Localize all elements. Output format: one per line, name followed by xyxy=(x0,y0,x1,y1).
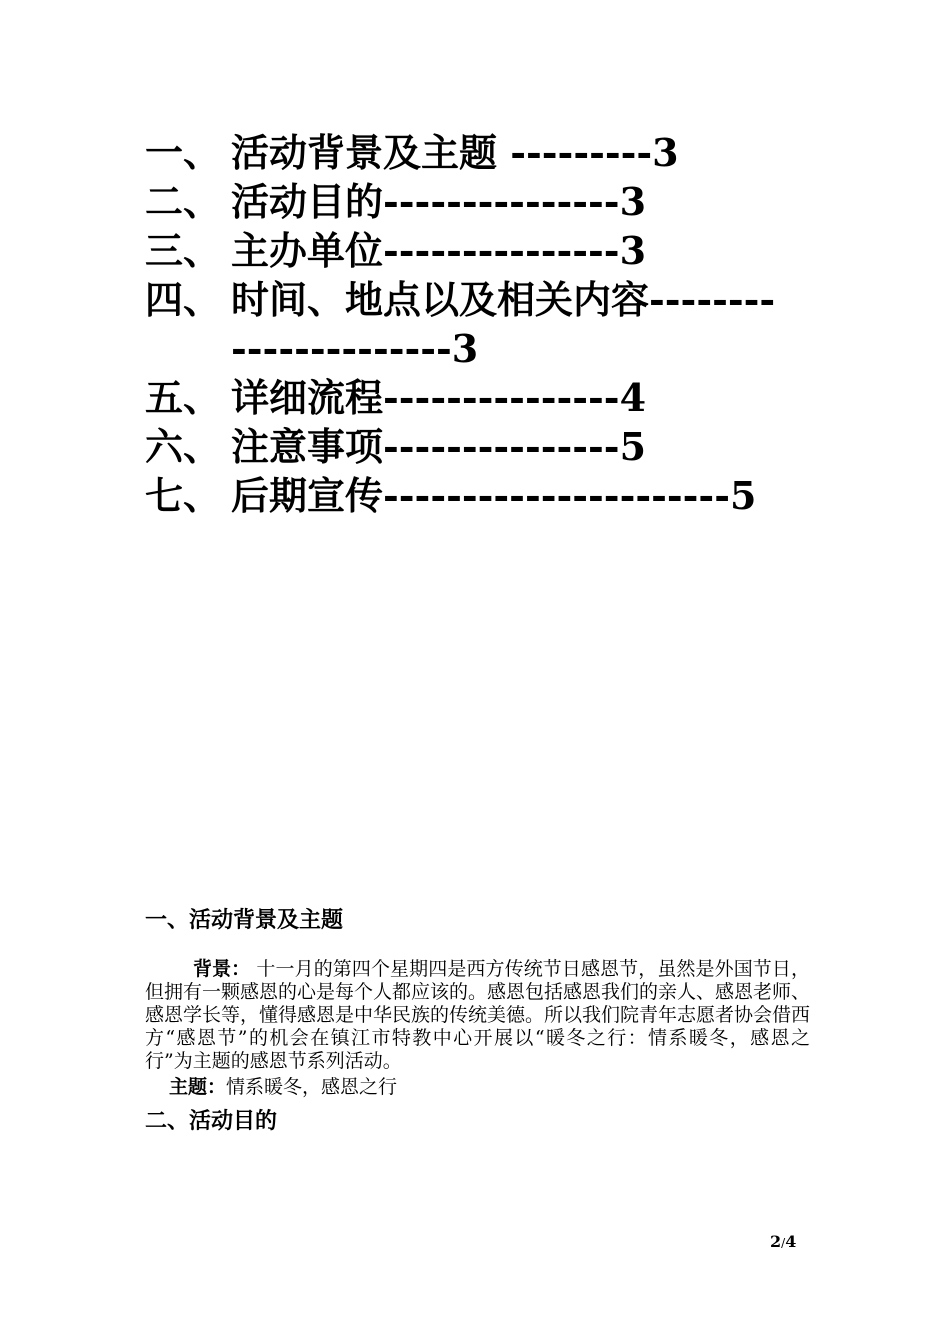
section-background-theme xyxy=(145,906,810,1137)
toc-text: 时间、地点以及相关内容----------------------3 xyxy=(231,277,776,371)
toc-entry[interactable] xyxy=(145,177,785,226)
theme-text: 情系暖冬，感恩之行 xyxy=(226,1076,398,1098)
toc-number: 七、 xyxy=(145,473,222,518)
toc-number: 二、 xyxy=(145,179,222,224)
toc-number: 四、 xyxy=(145,277,222,322)
page-separator: / xyxy=(781,1236,786,1250)
toc-entry[interactable] xyxy=(145,373,785,422)
theme-line xyxy=(145,1075,810,1099)
toc-number: 三、 xyxy=(145,228,222,273)
toc-entry[interactable] xyxy=(145,471,785,520)
toc-text: 活动背景及主题 ---------3 xyxy=(231,130,679,175)
toc-entry[interactable] xyxy=(145,275,785,373)
page-total: 4 xyxy=(785,1232,797,1251)
toc-entry[interactable] xyxy=(145,422,785,471)
toc-number: 一、 xyxy=(145,130,222,175)
toc-text: 详细流程---------------4 xyxy=(231,375,647,420)
section-heading: 二、活动目的 xyxy=(145,1109,278,1134)
toc-text: 注意事项---------------5 xyxy=(231,424,647,469)
background-paragraph xyxy=(145,958,810,1073)
section-heading: 一、活动背景及主题 xyxy=(145,908,344,933)
toc-text: 后期宣传----------------------5 xyxy=(231,473,757,518)
toc-number: 五、 xyxy=(145,375,222,420)
toc-number: 六、 xyxy=(145,424,222,469)
toc-text: 活动目的---------------3 xyxy=(231,179,647,224)
table-of-contents xyxy=(145,128,785,520)
toc-entry[interactable] xyxy=(145,128,785,177)
toc-text: 主办单位---------------3 xyxy=(231,228,647,273)
theme-label: 主题： xyxy=(169,1076,227,1098)
page-number xyxy=(770,1232,796,1251)
toc-entry[interactable] xyxy=(145,226,785,275)
background-text: 十一月的第四个星期四是西方传统节日感恩节，虽然是外国节日，但拥有一颗感恩的心是每个人都应该的。感恩包括感恩我们的亲人、感恩老师、感恩学长等，懂得感恩是中华民族的传统美德。所以我们院青年志愿者协会借西方“感恩节”的机会在镇江市特教中心开展以“暖冬之行：情系暖冬，感恩之行”为主题的感恩节系列活动。 xyxy=(145,958,811,1072)
background-label: 背景： xyxy=(193,958,251,980)
page-current: 2 xyxy=(770,1232,782,1251)
